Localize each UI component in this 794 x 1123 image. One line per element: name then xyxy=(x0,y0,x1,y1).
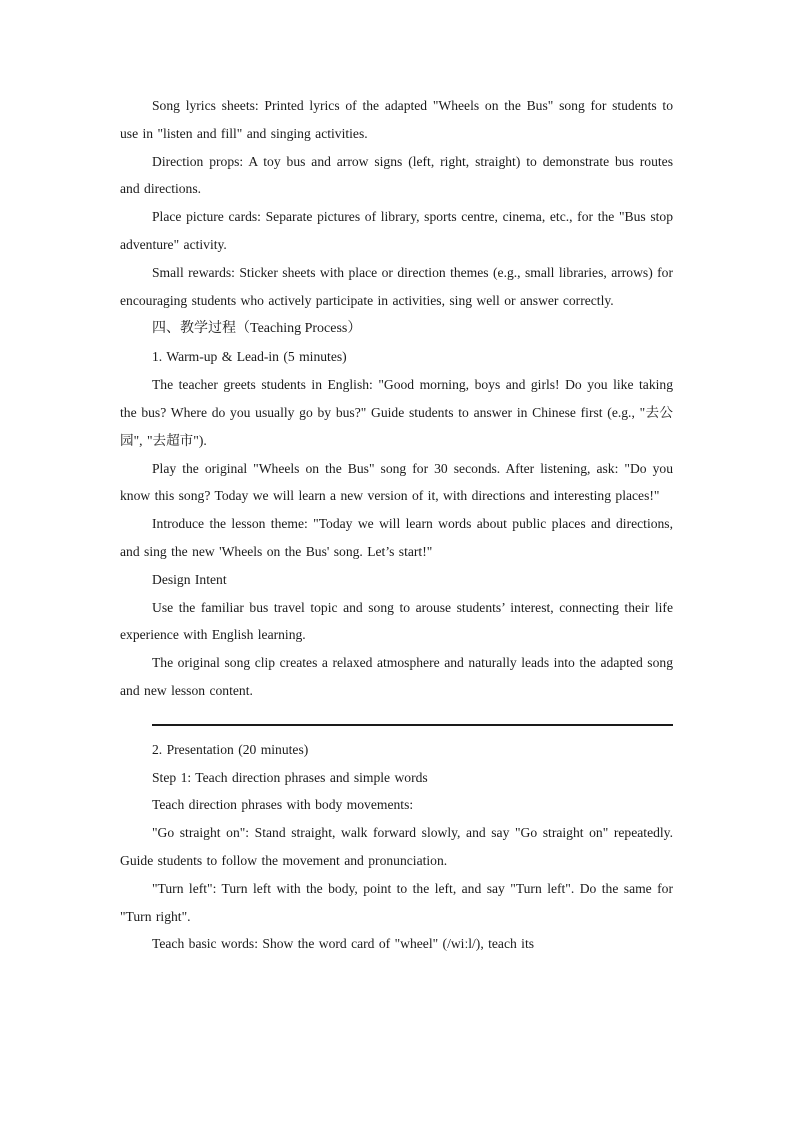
presentation-title: 2. Presentation (20 minutes) xyxy=(152,741,309,757)
warmup-introduce-theme: Introduce the lesson theme: "Today we will learn words about public places and directions, and sing the new 'Wheels on the Bus' song. Let’s start!" xyxy=(120,516,673,559)
phrase-go-straight: "Go straight on": Stand straight, walk forward slowly, and say "Go straight on" repeatedly. Guide students to follow the movement and pronunciation. xyxy=(120,825,673,868)
warmup-greeting: The teacher greets students in English: "Good morning, boys and girls! Do you like taking the bus? Where do you usually go by bus?" Guide students to answer in Chinese first (e.g., "去公园", "去超市"). xyxy=(120,377,673,448)
step1-title: Step 1: Teach direction phrases and simple words xyxy=(152,769,428,785)
direction-phrases-intro: Teach direction phrases with body movements: xyxy=(152,797,414,813)
materials-item-props: Direction props: A toy bus and arrow signs (left, right, straight) to demonstrate bus routes and directions. xyxy=(120,153,673,197)
teach-basic-words: Teach basic words: Show the word card of "wheel" (/wiːl/), teach its xyxy=(152,936,535,952)
warmup-title: 1. Warm-up & Lead-in (5 minutes) xyxy=(152,349,347,365)
phrase-turn-left: "Turn left": Turn left with the body, point to the left, and say "Turn left". Do the same for "Turn right". xyxy=(120,880,673,924)
materials-item-lyrics: Song lyrics sheets: Printed lyrics of the adapted "Wheels on the Bus" song for students to use in "listen and fill" and singing activities. xyxy=(120,98,673,141)
document-page xyxy=(120,92,673,958)
warmup-play-song: Play the original "Wheels on the Bus" song for 30 seconds. After listening, ask: "Do you know this song? Today we will learn a new version of it, with directions and interesting places!" xyxy=(120,460,673,504)
materials-item-cards: Place picture cards: Separate pictures of library, sports centre, cinema, etc., for the "Bus stop adventure" activity. xyxy=(120,209,673,252)
section-heading-teaching-process: 四、教学过程（Teaching Process） xyxy=(152,321,362,337)
design-intent-title: Design Intent xyxy=(152,571,227,587)
design-intent-1: Use the familiar bus travel topic and song to arouse students’ interest, connecting their life experience with English learning. xyxy=(120,599,673,643)
section-divider xyxy=(152,724,673,726)
design-intent-2: The original song clip creates a relaxed atmosphere and naturally leads into the adapted song and new lesson content. xyxy=(120,655,673,698)
materials-item-rewards: Small rewards: Sticker sheets with place or direction themes (e.g., small libraries, arrows) for encouraging students who actively participate in activities, sing well or answer correctly. xyxy=(120,264,673,308)
